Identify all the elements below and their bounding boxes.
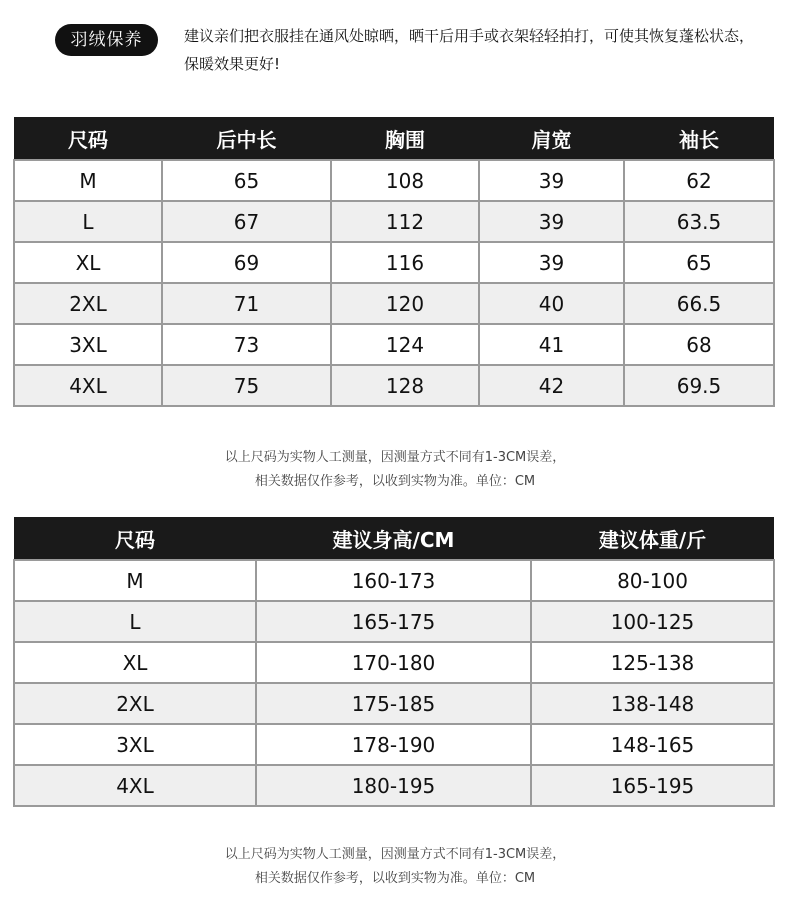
cell-size: 3XL (14, 324, 162, 365)
table-row (14, 724, 774, 765)
cell-size: L (14, 201, 162, 242)
cell-weight: 138-148 (531, 683, 774, 724)
cell-back-length: 69 (162, 242, 331, 283)
header-weight: 建议体重/斤 (531, 517, 774, 560)
table-row (14, 683, 774, 724)
cell-sleeve: 63.5 (624, 201, 774, 242)
cell-height: 165-175 (256, 601, 531, 642)
cell-weight: 165-195 (531, 765, 774, 806)
header-sleeve: 袖长 (624, 117, 774, 160)
cell-shoulder: 42 (479, 365, 624, 406)
cell-height: 160-173 (256, 560, 531, 601)
cell-height: 180-195 (256, 765, 531, 806)
cell-size: 2XL (14, 683, 256, 724)
measurement-note (0, 446, 790, 494)
cell-size: 4XL (14, 765, 256, 806)
cell-size: XL (14, 642, 256, 683)
care-badge: 羽绒保养 (55, 24, 158, 56)
cell-shoulder: 40 (479, 283, 624, 324)
cell-chest: 116 (331, 242, 479, 283)
table-row (14, 160, 774, 201)
cell-sleeve: 68 (624, 324, 774, 365)
cell-size: XL (14, 242, 162, 283)
cell-height: 175-185 (256, 683, 531, 724)
header-chest: 胸围 (331, 117, 479, 160)
header-size: 尺码 (14, 517, 256, 560)
cell-weight: 148-165 (531, 724, 774, 765)
recommendation-table (13, 517, 775, 807)
table-row (14, 765, 774, 806)
table-row (14, 560, 774, 601)
cell-sleeve: 62 (624, 160, 774, 201)
measurement-table (13, 117, 775, 407)
header-back-length: 后中长 (162, 117, 331, 160)
care-instructions: 建议亲们把衣服挂在通风处晾晒，晒干后用手或衣架轻轻拍打，可使其恢复蓬松状态，保暖效果更好! (184, 27, 755, 73)
cell-weight: 80-100 (531, 560, 774, 601)
table-header-row (14, 117, 774, 160)
cell-shoulder: 39 (479, 160, 624, 201)
table-header-row (14, 517, 774, 560)
cell-shoulder: 39 (479, 242, 624, 283)
table-row (14, 365, 774, 406)
cell-chest: 108 (331, 160, 479, 201)
table-row (14, 242, 774, 283)
header-height: 建议身高/CM (256, 517, 531, 560)
note-line: 以上尺码为实物人工测量，因测量方式不同有1-3CM误差， (224, 847, 566, 862)
table-row (14, 283, 774, 324)
recommendation-note (0, 843, 790, 891)
cell-size: L (14, 601, 256, 642)
cell-sleeve: 69.5 (624, 365, 774, 406)
cell-size: M (14, 160, 162, 201)
note-line: 以上尺码为实物人工测量，因测量方式不同有1-3CM误差， (224, 450, 566, 465)
cell-chest: 124 (331, 324, 479, 365)
header-shoulder: 肩宽 (479, 117, 624, 160)
cell-chest: 128 (331, 365, 479, 406)
note-line: 相关数据仅作参考，以收到实物为准。单位：CM (254, 871, 536, 886)
table-row (14, 601, 774, 642)
cell-weight: 100-125 (531, 601, 774, 642)
cell-size: 2XL (14, 283, 162, 324)
cell-size: M (14, 560, 256, 601)
cell-back-length: 75 (162, 365, 331, 406)
cell-chest: 112 (331, 201, 479, 242)
cell-sleeve: 65 (624, 242, 774, 283)
cell-back-length: 65 (162, 160, 331, 201)
cell-height: 170-180 (256, 642, 531, 683)
cell-chest: 120 (331, 283, 479, 324)
table-row (14, 324, 774, 365)
cell-height: 178-190 (256, 724, 531, 765)
table-row (14, 201, 774, 242)
cell-size: 4XL (14, 365, 162, 406)
header-size: 尺码 (14, 117, 162, 160)
table-row (14, 642, 774, 683)
cell-sleeve: 66.5 (624, 283, 774, 324)
note-line: 相关数据仅作参考，以收到实物为准。单位：CM (254, 474, 536, 489)
cell-size: 3XL (14, 724, 256, 765)
cell-shoulder: 41 (479, 324, 624, 365)
cell-shoulder: 39 (479, 201, 624, 242)
cell-back-length: 73 (162, 324, 331, 365)
cell-back-length: 67 (162, 201, 331, 242)
cell-weight: 125-138 (531, 642, 774, 683)
cell-back-length: 71 (162, 283, 331, 324)
